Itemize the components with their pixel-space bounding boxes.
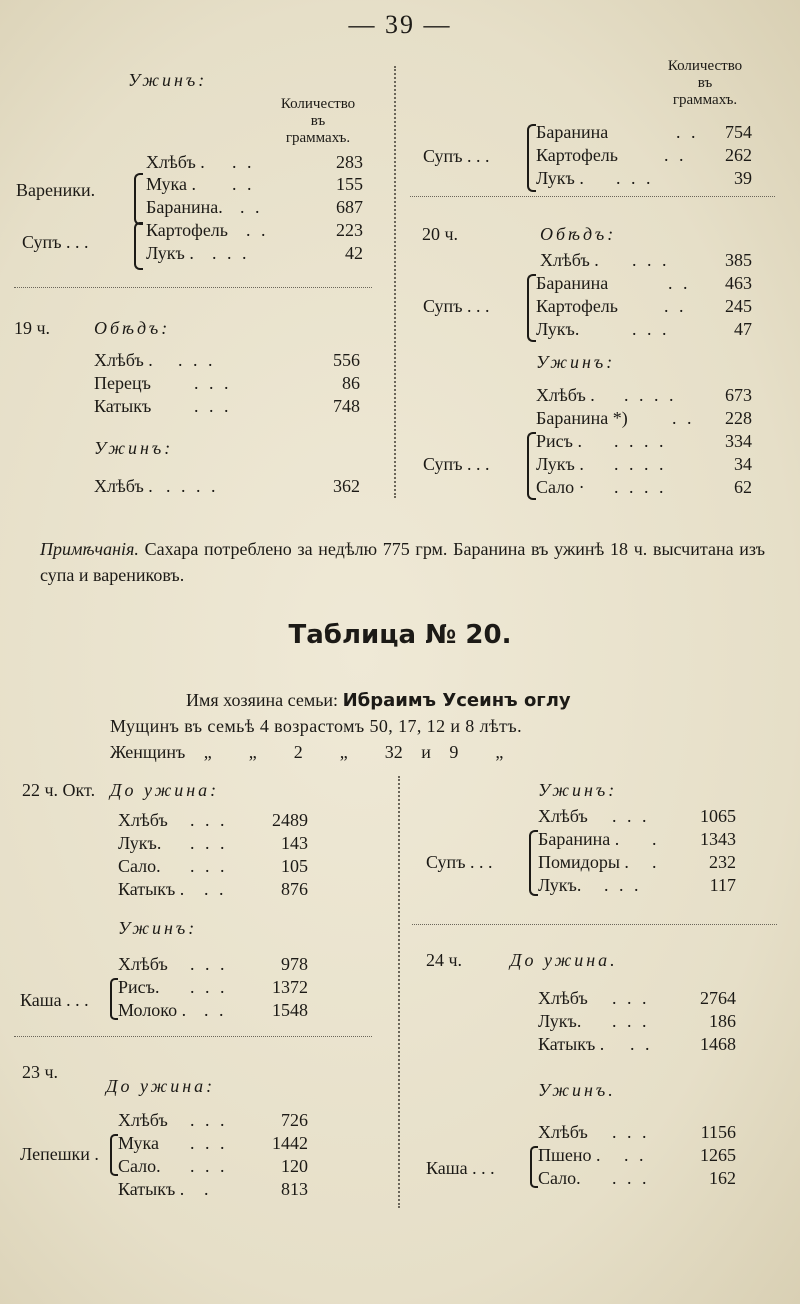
row-item: Помидоры .	[538, 852, 629, 872]
row-dots: . .	[672, 408, 695, 428]
divider	[14, 287, 372, 288]
row-item: Хлѣбъ .	[540, 250, 599, 270]
row-dots: . . .	[190, 810, 228, 830]
divider	[410, 196, 775, 197]
row-value: 362	[333, 476, 360, 496]
row-item: Лукъ .	[146, 243, 194, 263]
row-value: 155	[336, 174, 363, 194]
row-dots: . .	[204, 879, 227, 899]
row-dots: . . . .	[614, 431, 667, 451]
row-value: 1265	[700, 1145, 736, 1165]
row-value: 687	[336, 197, 363, 217]
row-dots: . . .	[612, 988, 650, 1008]
brace	[110, 1134, 118, 1176]
row-item: Сало.	[538, 1168, 581, 1188]
row-value: 385	[725, 250, 752, 270]
column-separator	[394, 66, 406, 498]
row-value: 978	[281, 954, 308, 974]
qty-header-line: въ	[697, 75, 713, 91]
row-dots: . .	[630, 1034, 653, 1054]
row-item: Картофель	[536, 145, 618, 165]
footnote-text: Сахара потреблено за недѣлю 775 грм. Баранина въ ужинѣ 18 ч. высчитана изъ супа и варениковъ.	[40, 539, 765, 585]
uzhin-heading: Ужинъ:	[538, 780, 618, 800]
row-item: Перецъ	[94, 373, 151, 393]
row-dots: .	[652, 852, 660, 872]
column-separator	[398, 776, 410, 1208]
row-item: Хлѣбъ .	[536, 385, 595, 405]
row-dots: . .	[232, 174, 255, 194]
row-dots: . .	[232, 152, 255, 172]
divider	[14, 1036, 372, 1037]
row-value: 334	[725, 431, 752, 451]
row-item: Хлѣбъ	[118, 954, 168, 974]
soup-label: Супъ . . .	[423, 454, 490, 474]
row-value: 283	[336, 152, 363, 172]
row-item: Лукъ.	[538, 875, 582, 895]
row-item: Лукъ .	[536, 454, 584, 474]
family-head-name: Ибраимъ Усеинъ оглу	[342, 690, 571, 711]
row-value: 876	[281, 879, 308, 899]
qty-header	[640, 58, 770, 109]
row-item: Хлѣбъ	[118, 810, 168, 830]
kasha-label: Каша . . .	[20, 990, 89, 1010]
row-value: 1343	[700, 829, 736, 849]
row-value: 556	[333, 350, 360, 370]
uzhin-heading: Ужинъ:	[128, 70, 208, 90]
hour-label: 20 ч.	[422, 224, 459, 244]
page-number: — 39 —	[348, 10, 452, 39]
qty-header-line: граммахъ.	[672, 92, 738, 108]
row-value: 105	[281, 856, 308, 876]
footnote	[40, 536, 765, 588]
row-value: 223	[336, 220, 363, 240]
row-dots: . . .	[190, 1110, 228, 1130]
row-value: 34	[734, 454, 752, 474]
row-dots: . . . .	[624, 385, 677, 405]
qty-header-line: Количество	[280, 96, 356, 112]
table-title: Таблица № 20.	[288, 620, 512, 650]
row-dots: . . .	[190, 977, 228, 997]
row-value: 1372	[272, 977, 308, 997]
row-value: 463	[725, 273, 752, 293]
row-value: 1442	[272, 1133, 308, 1153]
row-dots: . .	[664, 296, 687, 316]
row-dots: . .	[668, 273, 691, 293]
row-item: Картофель	[536, 296, 618, 316]
row-value: 262	[725, 145, 752, 165]
row-dots: . . .	[632, 319, 670, 339]
row-item: Картофель	[146, 220, 228, 240]
obed-heading: Обѣдъ:	[94, 318, 171, 338]
uzhin-heading: Ужинъ.	[538, 1080, 616, 1100]
row-item: Хлѣбъ .	[94, 476, 153, 496]
row-dots: . . .	[612, 1168, 650, 1188]
row-item: Хлѣбъ .	[94, 350, 153, 370]
row-dots: . . .	[194, 373, 232, 393]
row-dots: . . .	[190, 954, 228, 974]
row-item: Мука .	[146, 174, 197, 194]
soup-label: Супъ . . .	[423, 296, 490, 316]
row-dots: . .	[204, 1000, 227, 1020]
brace	[530, 1146, 538, 1188]
row-item: Сало ·	[536, 477, 585, 497]
row-item: Катыкъ .	[538, 1034, 605, 1054]
hour-label: 19 ч.	[14, 318, 51, 338]
row-dots: . .	[246, 220, 269, 240]
qty-header-line: Количество	[667, 58, 743, 74]
row-value: 2764	[700, 988, 736, 1008]
family-line-1	[186, 690, 571, 711]
row-dots: . . .	[190, 833, 228, 853]
group-label-vareniki: Вареники.	[16, 180, 96, 200]
row-value: 228	[725, 408, 752, 428]
family-line-2: Мущинъ въ семьѣ 4 возрастомъ 50, 17, 12 и 8 лѣтъ.	[110, 716, 523, 736]
row-dots: . .	[240, 197, 263, 217]
row-value: 86	[342, 373, 360, 393]
soup-label: Супъ . . .	[426, 852, 493, 872]
row-item: Лукъ.	[536, 319, 580, 339]
row-value: 754	[725, 122, 752, 142]
row-item: Пшено .	[538, 1145, 601, 1165]
brace	[527, 432, 536, 500]
row-dots: . . .	[632, 250, 670, 270]
qty-header-line: въ	[310, 113, 326, 129]
row-dots: .	[652, 829, 660, 849]
uzhin-heading: Ужинъ:	[536, 352, 616, 372]
row-dots: . . .	[190, 1133, 228, 1153]
row-item: Баранина.	[146, 197, 223, 217]
row-value: 117	[709, 875, 736, 895]
brace-vareniki	[134, 173, 143, 225]
row-item: Катыкъ .	[118, 1179, 185, 1199]
row-dots: . .	[676, 122, 699, 142]
row-value: 42	[345, 243, 363, 263]
row-value: 39	[734, 168, 752, 188]
do-uzhina-heading: До ужина:	[110, 780, 220, 800]
row-value: 1548	[272, 1000, 308, 1020]
row-value: 232	[709, 852, 736, 872]
row-item: Лукъ .	[536, 168, 584, 188]
brace	[527, 124, 536, 192]
row-value: 1156	[700, 1122, 736, 1142]
kasha-label: Каша . . .	[426, 1158, 495, 1178]
row-item: Лукъ.	[118, 833, 162, 853]
qty-header	[268, 96, 368, 147]
row-dots: . . .	[190, 856, 228, 876]
family-label: Имя хозяина семьи:	[186, 690, 339, 710]
soup-label: Супъ . . .	[423, 146, 490, 166]
brace	[527, 274, 536, 342]
do-uzhina-heading: До ужина.	[510, 950, 618, 970]
date-label: 22 ч. Окт.	[22, 780, 96, 800]
row-dots: . .	[624, 1145, 647, 1165]
do-uzhina-heading: До ужина:	[106, 1076, 216, 1096]
row-item: Рисъ .	[536, 431, 582, 451]
row-value: 162	[709, 1168, 736, 1188]
row-dots: . . . .	[614, 477, 667, 497]
row-value: 813	[281, 1179, 308, 1199]
row-dots: . .	[664, 145, 687, 165]
row-item: Катыкъ	[94, 396, 152, 416]
row-item: Баранина	[536, 122, 609, 142]
row-item: Сало.	[118, 856, 161, 876]
row-dots: .	[204, 1179, 212, 1199]
row-value: 1468	[700, 1034, 736, 1054]
row-value: 673	[725, 385, 752, 405]
uzhin-heading: Ужинъ:	[118, 918, 198, 938]
row-dots: . . .	[604, 875, 642, 895]
divider	[412, 924, 777, 925]
row-item: Хлѣбъ	[118, 1110, 168, 1130]
row-item: Мука	[118, 1133, 160, 1153]
row-value: 47	[734, 319, 752, 339]
row-dots: . . .	[616, 168, 654, 188]
row-item: Баранина	[536, 273, 609, 293]
row-value: 245	[725, 296, 752, 316]
lepeshki-label: Лепешки .	[20, 1144, 99, 1164]
hour-label: 24 ч.	[426, 950, 463, 970]
row-item: Лукъ.	[538, 1011, 582, 1031]
family-line-3: Женщинъ „ „ 2 „ 32 и 9 „	[110, 742, 504, 762]
hour-label: 23 ч.	[22, 1062, 59, 1082]
qty-header-line: граммахъ.	[285, 130, 351, 146]
row-item: Катыкъ .	[118, 879, 185, 899]
row-value: 143	[281, 833, 308, 853]
row-dots: . . .	[212, 243, 250, 263]
uzhin-heading: Ужинъ:	[94, 438, 174, 458]
row-dots: . . .	[194, 396, 232, 416]
row-item: Баранина *)	[536, 408, 628, 428]
brace	[529, 830, 538, 896]
row-dots: . . . .	[614, 454, 667, 474]
row-dots: . . . .	[166, 476, 219, 496]
brace-soup	[134, 222, 143, 270]
row-item: Сало.	[118, 1156, 161, 1176]
row-item: Хлѣбъ	[538, 988, 588, 1008]
row-item: Баранина .	[538, 829, 620, 849]
brace	[110, 978, 118, 1020]
row-value: 726	[281, 1110, 308, 1130]
row-dots: . . .	[612, 806, 650, 826]
row-item: Молоко .	[118, 1000, 187, 1020]
group-label-soup: Супъ . . .	[22, 232, 89, 252]
row-value: 1065	[700, 806, 736, 826]
footnote-label: Примѣчанія.	[40, 539, 139, 559]
row-dots: . . .	[612, 1011, 650, 1031]
row-dots: . . .	[612, 1122, 650, 1142]
row-value: 186	[709, 1011, 736, 1031]
row-item: Хлѣбъ	[538, 806, 588, 826]
row-value: 748	[333, 396, 360, 416]
row-dots: . . .	[178, 350, 216, 370]
row-value: 62	[734, 477, 752, 497]
row-dots: . . .	[190, 1156, 228, 1176]
row-item: Хлѣбъ	[538, 1122, 588, 1142]
obed-heading: Обѣдъ:	[540, 224, 617, 244]
row-value: 120	[281, 1156, 308, 1176]
row-value: 2489	[272, 810, 308, 830]
row-item: Рисъ.	[118, 977, 160, 997]
row-item: Хлѣбъ .	[146, 152, 205, 172]
